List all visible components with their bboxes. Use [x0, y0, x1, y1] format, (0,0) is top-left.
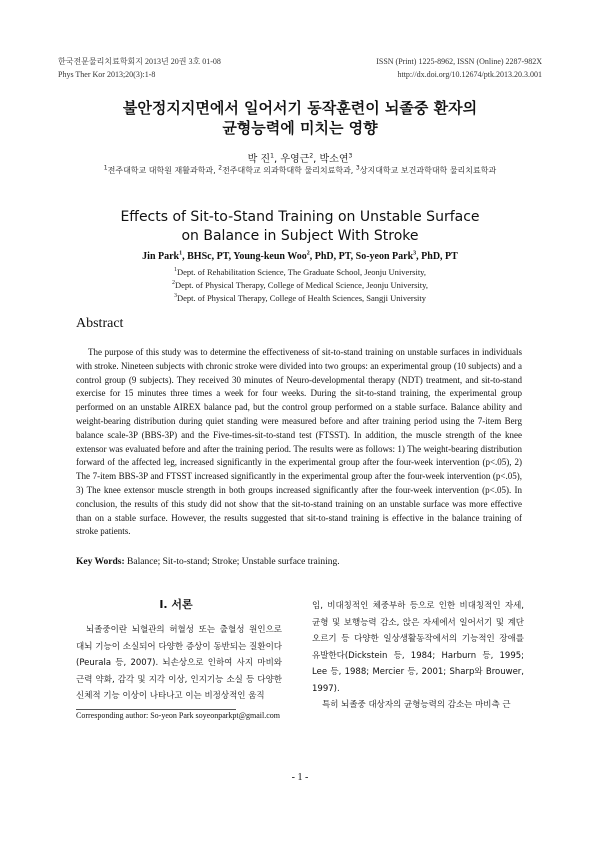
journal-header-right	[376, 55, 542, 81]
english-author-1: Jin Park	[142, 251, 180, 262]
aff-marker: 3	[173, 293, 177, 300]
body-column-right	[312, 598, 524, 714]
korean-author-1: 박 진	[247, 154, 271, 165]
korean-title-line2: 균형능력에 미치는 영향	[222, 119, 378, 137]
corresponding-author-footnote: Corresponding author: So-yeon Park soyeonparkpt@gmail.com	[76, 711, 280, 720]
english-aff-1	[0, 266, 600, 279]
english-aff-3	[0, 292, 600, 305]
aff-marker: 1	[103, 164, 108, 172]
aff-marker: 2	[309, 152, 314, 160]
aff-marker: 1	[173, 267, 177, 274]
abstract-heading: Abstract	[76, 316, 124, 331]
issn: ISSN (Print) 1225-8962, ISSN (Online) 2287-982X	[376, 57, 542, 66]
aff-marker: 2	[306, 250, 310, 257]
english-aff-2	[0, 279, 600, 292]
korean-author-3: 박소연	[319, 154, 349, 165]
section-heading-introduction: Ⅰ. 서론	[159, 598, 193, 611]
author-degrees: , PhD, PT	[416, 251, 458, 262]
doi-link[interactable]: http://dx.doi.org/10.12674/ptk.2013.20.3.001	[397, 70, 542, 79]
body-paragraph: 임, 비대칭적인 체중부하 등으로 인한 비대칭적인 자세, 균형 및 보행능력 감소, 앉은 자세에서 일어서기 및 계단오르기 등 다양한 일상생활동작에서의 기능적인 장애를 유발한다(Dickstein 등, 1984; Harburn 등, 1995; Lee 등, 1988; Mercier 등, 2001; Sharp와 Brouwer, 1997).	[312, 601, 524, 694]
aff-marker: 3	[348, 152, 353, 160]
abstract-body: The purpose of this study was to determine the effectiveness of sit-to-stand training on unstable surfaces in individuals with stroke. Nineteen subjects with chronic stroke were divided into two groups: an experimental group (10 subjects) and a control group (9 subjects). They received 30 minutes of Neuro-developmental therapy (NDT) treatment, and sit-to-stand exercise for 15 minutes three times a week for four weeks. During the sit-to-stand training, the experimental group performed on an unstable AIREX balance pad, but the control group performed on a stable surface. Balance ability and weight-bearing distribution during quiet standing were measured before and after training period using the 7-item Berg balance scale-3P (BBS-3P) and the Five-times-sit-to-stand test (FTSST). In addition, the muscle strength of the knee extensor was evaluated before and after the training period. The results were as follows: 1) The weight-bearing distribution forward of the affected leg, increased significantly in the experimental group after the four-week intervention (p<.05), 2) The 7-item BBS-3P and FTSST increased significantly in the experimental group after the four-week intervention (p<.05), 3) The knee extensor muscle strength in both groups increased significantly after the four-week intervention (p<.05). In conclusion, the results of this study did not show that the sit-to-stand training on an unstable surface was more effective than on a stable surface. However, the results suggested that sit-to-stand training is effective in the balance training of stroke patients.	[76, 347, 522, 537]
korean-authors: 박 진$^1$, 우영근$^2$, 박소연$^3$	[247, 152, 353, 165]
korean-aff-2: 전주대학교 의과학대학 물리치료학과,	[222, 166, 356, 175]
english-title-line2: on Balance in Subject With Stroke	[181, 228, 419, 244]
english-author-2: Young-keun Woo	[233, 251, 307, 262]
english-title-line1: Effects of Sit-to-Stand Training on Unstable Surface	[120, 209, 480, 225]
keywords-list: Balance; Sit-to-stand; Stroke; Unstable surface training.	[124, 557, 340, 567]
keywords	[76, 557, 522, 567]
korean-affiliations	[0, 165, 600, 176]
aff-marker: 3	[413, 250, 417, 257]
korean-aff-1: 전주대학교 대학원 재활과학과,	[107, 166, 219, 175]
journal-header-left	[58, 55, 221, 81]
korean-aff-3: 상지대학교 보건과학대학 물리치료학과	[359, 166, 497, 175]
english-aff-2-text: Dept. of Physical Therapy, College of Medical Science, Jeonju University,	[175, 280, 428, 290]
english-authors	[0, 251, 600, 262]
english-aff-1-text: Dept. of Rehabilitation Science, The Graduate School, Jeonju University,	[176, 267, 427, 277]
body-column-left: 뇌졸중이란 뇌혈관의 허혈성 또는 출혈성 원인으로 대뇌 기능이 소실되어 다양한 증상이 동반되는 질환이다(Peurala 등, 2007). 뇌손상으로 인하여 사지 마비와 근력 약화, 감각 및 지각 이상, 인지기능 소실 등 다양한 신체적 기능 이상이 나타나고 이는 비정상적인 움직	[76, 625, 282, 701]
page-number: - 1 -	[291, 772, 309, 783]
english-author-3: So-yeon Park	[355, 251, 414, 262]
english-aff-3-text: Dept. of Physical Therapy, College of Health Sciences, Sangji University	[176, 293, 427, 303]
korean-author-2: 우영근	[280, 154, 310, 165]
author-degrees: , PhD, PT,	[309, 251, 356, 262]
footnote-divider	[76, 709, 236, 710]
english-title	[0, 208, 600, 246]
body-paragraph: 특히 뇌졸중 대상자의 균형능력의 감소는 마비측 근	[322, 700, 511, 710]
journal-name-korean: 한국전문물리치료학회지 2013년 20권 3호 01-08	[58, 57, 221, 66]
journal-citation: Phys Ther Kor 2013;20(3):1-8	[58, 70, 156, 79]
aff-marker: 2	[172, 280, 176, 287]
korean-title-line1: 불안정지지면에서 일어서기 동작훈련이 뇌졸중 환자의	[122, 99, 478, 117]
keywords-label: Key Words:	[76, 557, 125, 567]
korean-title	[0, 98, 600, 138]
aff-marker: 1	[270, 152, 274, 160]
aff-marker: 3	[355, 164, 360, 172]
english-affiliations	[0, 266, 600, 305]
author-degrees: , BHSc, PT,	[182, 251, 234, 262]
aff-marker: 1	[179, 250, 183, 257]
aff-marker: 2	[218, 164, 223, 172]
